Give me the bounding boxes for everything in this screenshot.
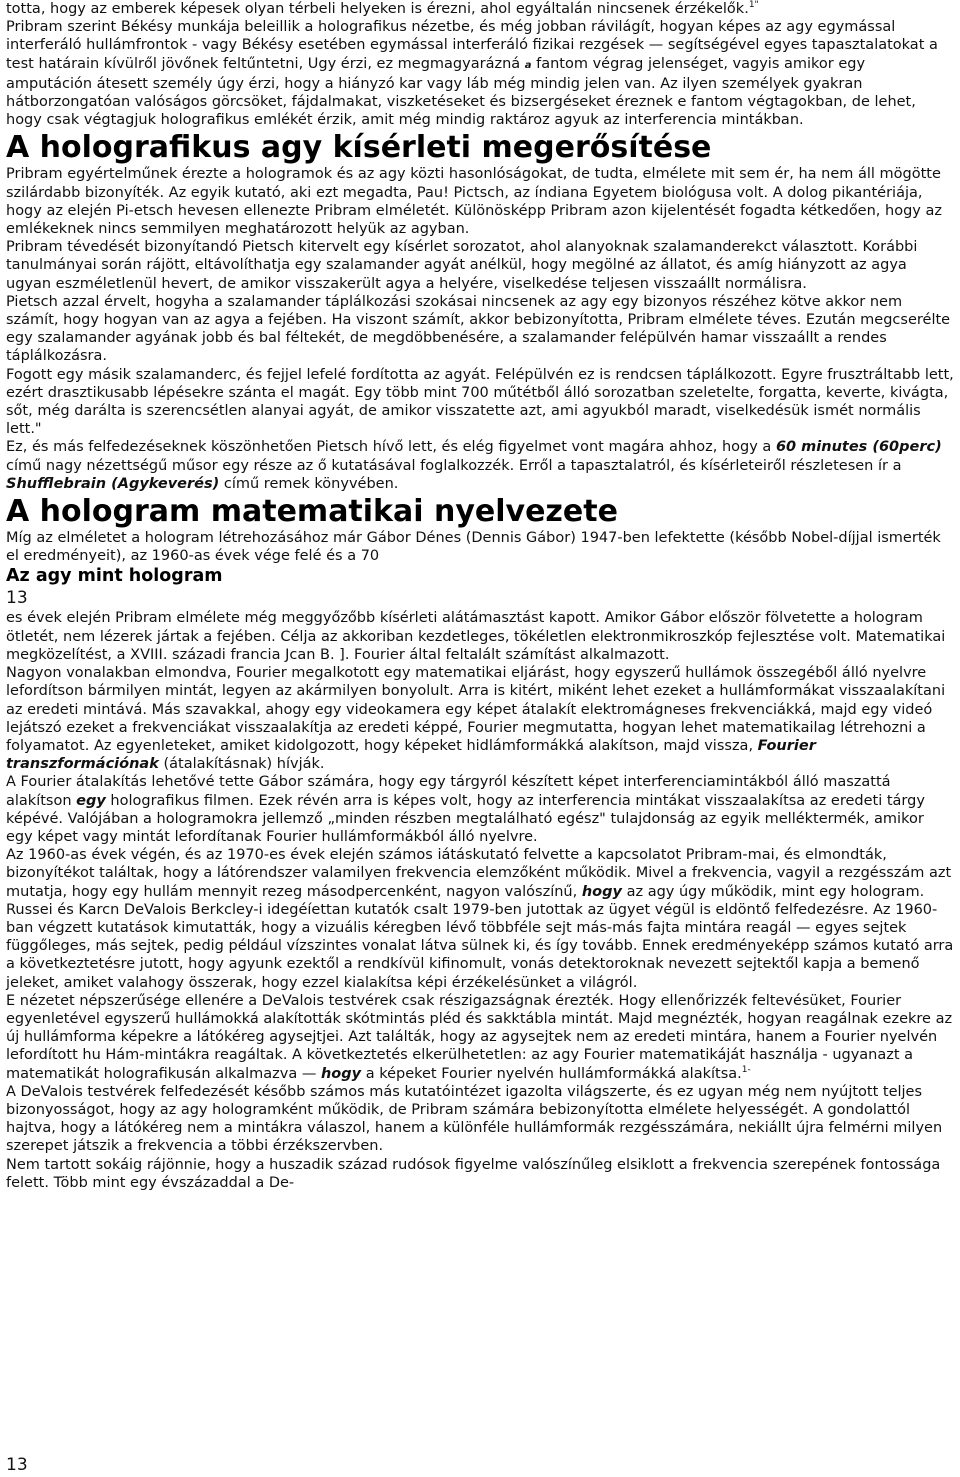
section2-paragraph-8: A DeValois testvérek felfedezését később számos más kutatóintézet igazolta világszerte, és ez ugyan még nem nyújtott teljes bizonyosságot, hogy az agy hologramként működik, de Pribram számára bebizonyította elmélete helyességét. A gondolattól hajtva, hogy a látókéreg nem a mintákra válaszol, hanem a különféle hullámformák rezgésszámára, nekiállt újra felmérni milyen szerepet játszik a frekvencia a többi érzékszervben. xyxy=(6,1083,943,1155)
title-60-minutes: 60 minutes (60perc) xyxy=(775,439,942,456)
intro-text-2b: fantom végrag jelenséget, vagyis amikor egy amputáción átesett személy úgy érzi, hogy a hiányzó kar vagy láb még mindig jelen van. Az ilyen személyek gyakran hátborzongatóan valóságos görcsöket, fájdalmakat, viszketéseket és bizsergéseket éreznek e fantom végtagokban, de lehet, hogy csak végtagjuk holografikus emlékét érzik, amit még mindig raktároz agyuk az interferencia mintákban. xyxy=(6,55,916,129)
emphasis-hogy-1: hogy xyxy=(581,883,622,900)
section2-paragraph-2: es évek elején Pribram elmélete még meggyőzőbb kísérleti alátámasztást kapott. Amikor Gábor először fölvetette a hologram ötletét, nem lézerek jártak a fejében. Célja az akkoriban kezdetleges, tökéletlen elektronmikroszkóp fejlesztése volt. Matematikai megközelítést, a XVIII. századi francia Jcan B. ]. Fourier által feltalált számítást alkalmazott. xyxy=(6,610,946,663)
intro-paragraph-2 xyxy=(6,18,954,129)
section2-paragraph-7 xyxy=(6,992,954,1083)
section2-p5a: Az 1960-as évek végén, és az 1970-es évek elején számos iátáskutató felvette a kapcsolatot Pribram-mai, és elmondták, bizonyítékot találtak, hogy a látórendszer valamilyen frekvencia elemzőként működik. Mivel a frekvencia, vagyiI a rezgésszám azt mutatja, hogy egy hullám mennyit rezeg másodpercenként, nagyon valószínű, xyxy=(6,847,952,900)
section2-p3a: Nagyon vonalakban elmondva, Fourier megalkotott egy matematikai eljárást, hogy egyszerű hullámok összegéből álló nyelvre lefordítson bármilyen mintát, legyen az akármilyen bonyolult. Arra is kitért, miként lehet ezeket a hullámformákat visszaalakítani az eredeti mintává. Más szavakkal, ahogy egy videokamera egy képet átalakít elektromágneses frekvenciákká, majd egy videó lejátszó ezeket a frekvenciákat visszaalakítja az eredeti képpé, Fourier megmutatta, hogyan lehet matematikailag létrehozni a folyamatot. Az egyenleteket, amiket kidolgozott, hogy képeket hidlámformákká alakítson, majd vissza, xyxy=(6,665,946,754)
term-fourier: Fourier transzformációnak xyxy=(6,737,816,773)
emphasis-egy: egy xyxy=(76,792,106,809)
section2-p7b: a képeket Fourier nyelvén hullámformákká alakítsa. xyxy=(365,1065,742,1082)
section2-p3b: (átalakításnak) hívják. xyxy=(163,756,325,773)
intro-text-2a: Pribram szerint Békésy munkája beleillik a holografikus nézetbe, és még jobban rávilágít, hogyan képes az agy egymással interferáló hullámfrontok - vagy Békésy esetében egymással interferáló fizikai rezgések — segítségével egyes tapasztalatokat a test határain kívülről jövőnek feltűntetni, Ugy érzi, ez megmagyarázná xyxy=(6,19,938,72)
section2-paragraph-6: Russei és Karcn DeValois Berkcley-i idegéíettan kutatók csalt 1979-ben jutottak az ügyet végül is eldöntő felfedezésre. Az 1960-ban végzett kutatások kimutatták, hogy a vizuális kéregben lévő többféle sejt más-más fajta mintára reagál — egyes sejtek függőleges, más sejtek, pedig például vízszintes vonalat látva sülnek ki, és így tovább. Ennek eredményeképp számos kutató arra a következtetésre jutott, hogy agyunk ezektől a rendkívül kifinomult, vonás detektoroknak nevezett sejtektől kapja a bemenő jeleket, amiket valahogy összerak, hogy ezzel kialakítsa képi érzékelésünket a világról. xyxy=(6,901,954,991)
section2-paragraph-1: Míg az elméletet a hologram létrehozásához már Gábor Dénes (Dennis Gábor) 1947-ben lefektette (később Nobel-díjjal ismerték el eredményeit), az 1960-as évek vége felé és a 70 xyxy=(6,530,941,565)
emphasis-hogy-2: hogy xyxy=(320,1065,362,1082)
intro-text-1: totta, hogy az emberek képesek olyan térbeli helyeken is érezni, ahol egyáltalán nincsenek érzékelők. xyxy=(6,1,749,17)
section1-paragraph-4: Fogott egy másik szalamanderc, és fejjel lefelé fordította az agyát. Felépülvén ez is rendcsen táplálkozott. Egyre frusztráltabb lett, ezért drasztikusabb lépésekre szánta el magát. Egy több mint 700 műtétből álló sorozatban szeletelte, forgatta, keverte, kivágta, sőt, még darálta is szerencsétlen alanyai agyát, de amikor visszatette azt, ami agyukból maradt, viselkedésük ismét normális lett." xyxy=(6,366,954,438)
intro-paragraph-1 xyxy=(6,0,954,18)
section2-p4b: holografikus filmen. Ezek révén arra is képes volt, hogy az interferencia mintákat visszaalakítsa az eredeti tárgy képévé. Valójában a hologramokra jellemző „minden részben megtalálható egész" tulajdonság az egyik melléktermék, amikor egy képet vagy mintát lefordítanak Fourier hullámformákból álló nyelvre. xyxy=(6,792,925,845)
section1-paragraph-1: Pribram egyértelműnek érezte a hologramok és az agy közti hasonlóságokat, de tudta, elmélete mit sem ér, ha nem áll mögötte szilárdabb bizonyíték. Az egyik kutató, aki ezt megadta, Pau! Pictsch, az índiana Egyetem biológusa volt. A dolog pikantériája, hogy az elején Pi-etsch hevesen ellenezte Pribram elméletét. Különösképp Pribram azon kijelentését fogadta kétkedően, hogy az emlékeknek nincs semmilyen meghatározott helyük az agyban. xyxy=(6,166,942,238)
section2-p5b: az agy úgy működik, mint egy hologram. xyxy=(626,883,925,900)
section1-paragraph-5 xyxy=(6,438,954,493)
footnote-ref: 1" xyxy=(748,0,759,11)
section1-p5c: című remek könyvében. xyxy=(223,475,399,492)
title-shufflebrain: Shufflebrain (Agykeverés) xyxy=(6,475,220,492)
section2-paragraph-4 xyxy=(6,773,954,846)
section1-paragraph-3: Pietsch azzal érvelt, hogyha a szalamander táplálkozási szokásai nincsenek az agy egy bizonyos részéhez kötve akkor nem számít, hogy hogyan van az agya a fejében. Ha viszont számít, akkor bebizonyította, Pribram elmélete téves. Ezután megcserélte egy szalamander agyának jobb és bal féltekét, de megdöbbenésére, a szalamander felépülvén hamar visszaállt a rendes táplálkozásra. xyxy=(6,293,951,365)
section2-paragraph-9: Nem tartott sokáig rájönnie, hogy a huszadik század rudósok figyelme valószínűleg elsiklott a frekvencia szerepének fontossága felett. Több mint egy évszázaddal a De- xyxy=(6,1156,941,1191)
section2-paragraph-5 xyxy=(6,846,954,901)
section2-p7a: E nézetet népszerűsége ellenére a DeValois testvérek csak részigazságnak érezték. Hogy ellenőrizzék feltevésüket, Fourier egyenletével egyszerű hullámokká alakították skótmintás pléd és sakktábla mintát. Majd megnézték, hogyan reagálnak ezekre az új hullámforma képekre a látókéreg agysejtjei. Azt találták, hogy az agysejtek nem az eredeti mintára, hanem a Fourier nyelvén lefordított hu Hám-mintákra reagáltak. A következtetés elkerülhetetlen: az agy Fourier matematikáját használja - ugyanazt a matematikát holografikusán alkalmazva — xyxy=(6,992,953,1082)
footnote-ref-2: 1- xyxy=(741,1064,751,1075)
section1-paragraph-2: Pribram tévedését bizonyítandó Pietsch kitervelt egy kísérlet sorozatot, ahol alanyoknak szalamanderekct választott. Korábbi tanulmányai során rájött, eltávolíthatja egy szalamander agyát anélkül, hogy megölné az állatot, és amíg hiányzott az agya ugyan eszméletlenül hevert, de amikor visszakerült agya a helyére, viselkedése teljesen visszaállt normálisra. xyxy=(6,239,918,292)
section2-p4a: A Fourier átalakítás lehetővé tette Gábor számára, hogy egy tárgyról készített képet interferenciamintákból álló maszattá alakítson xyxy=(6,774,891,809)
section-heading-2: A hologram matematikai nyelvezete xyxy=(6,494,618,530)
page-number-inline: 13 xyxy=(6,588,28,609)
page-number-footer: 13 xyxy=(6,1455,28,1475)
running-head: Az agy mint hologram xyxy=(6,566,223,587)
section1-p5a: Ez, és más felfedezéseknek köszönhetően Pietsch hívő lett, és elég figyelmet vont magára ahhoz, hogy a xyxy=(6,439,772,456)
section2-paragraph-3 xyxy=(6,664,954,773)
section1-p5b: című nagy nézettségű műsor egy része az ő kutatásával foglalkozzék. Erről a tapasztalatról, és kísérleteiről részletesen ír a xyxy=(6,457,902,474)
section-heading-1: A holografikus agy kísérleti megerősítése xyxy=(6,130,712,166)
intro-a: a xyxy=(524,59,532,71)
